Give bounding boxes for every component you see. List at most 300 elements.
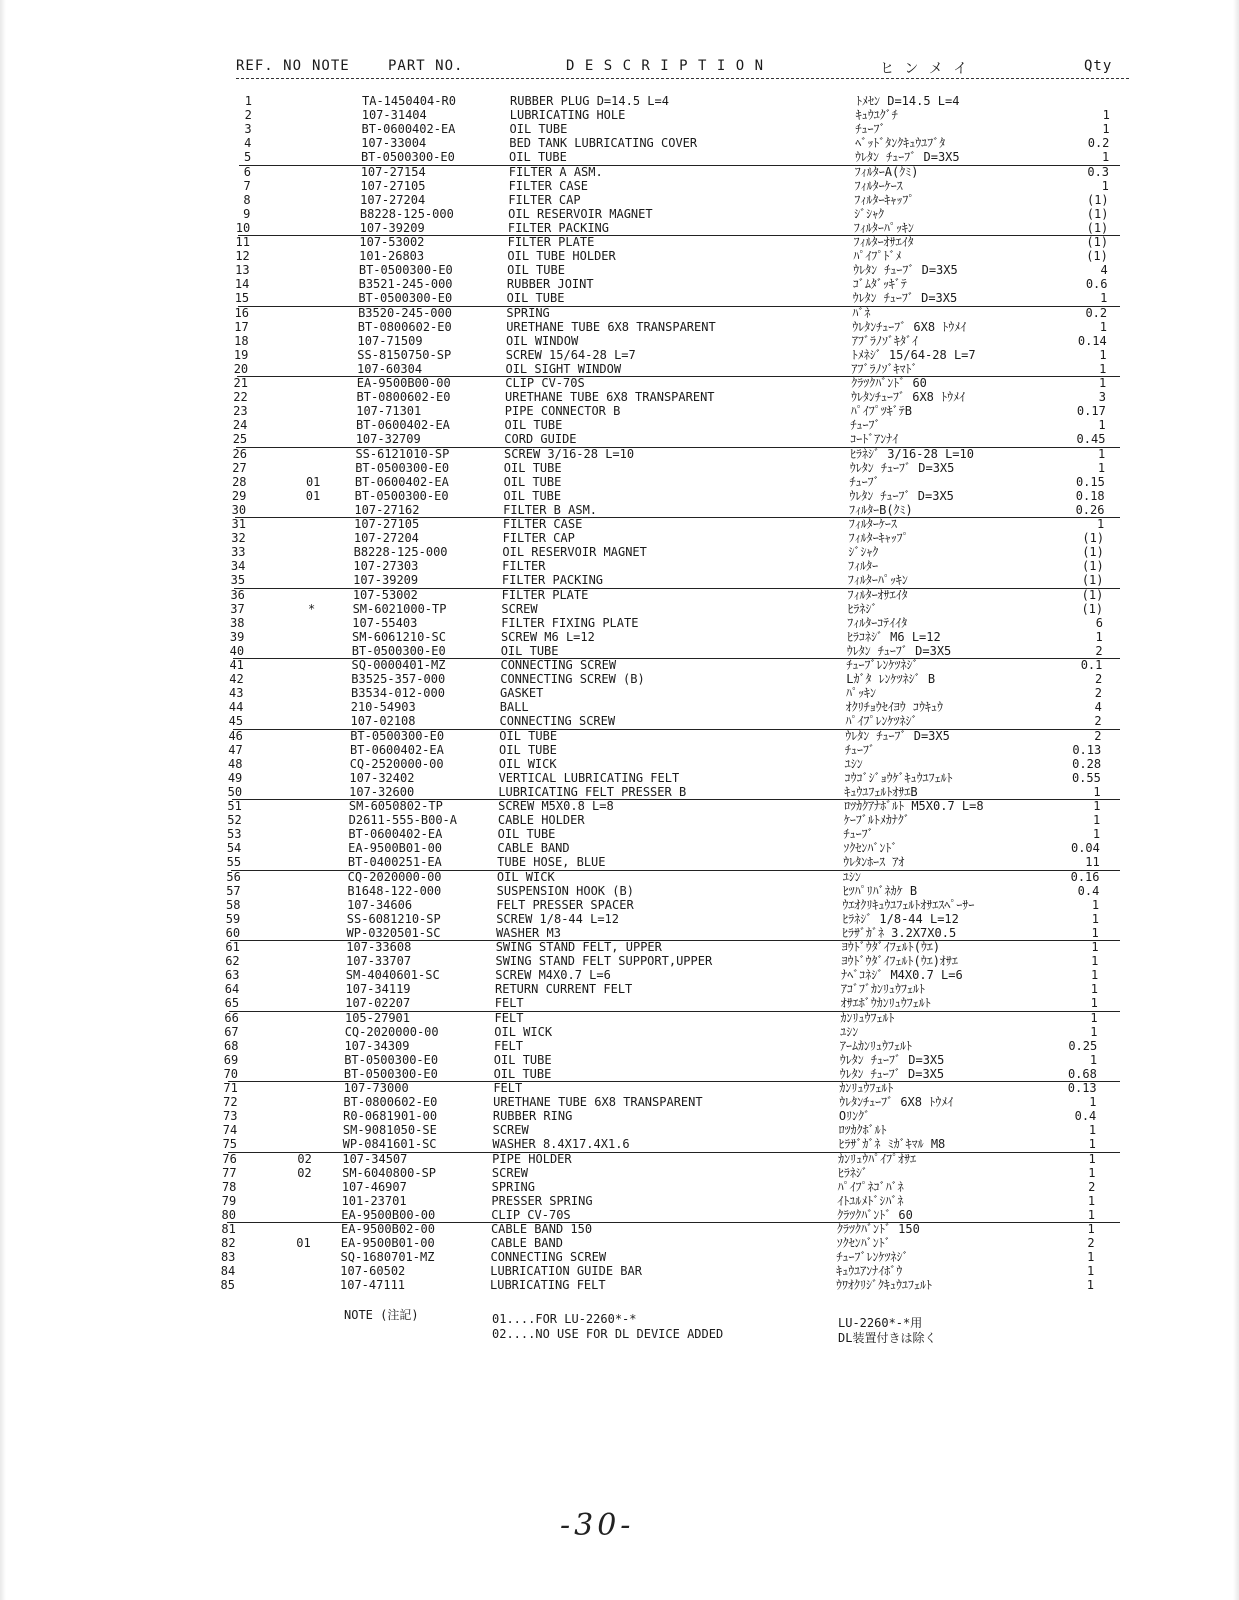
cell-description: URETHANE TUBE 6X8 TRANSPARENT — [493, 1095, 703, 1110]
cell-part-no: 107-27105 — [354, 517, 420, 531]
cell-part-no: CQ-2020000-00 — [344, 1024, 439, 1039]
group-separator — [229, 1011, 1120, 1012]
cell-part-no: 107-53002 — [359, 235, 425, 249]
cell-qty: 1 — [1088, 1151, 1096, 1166]
note-02-japanese: DL装置付きは除く — [838, 1331, 937, 1345]
cell-part-no: 107-27105 — [360, 178, 426, 193]
cell-part-no: BT-0600402-EA — [349, 742, 444, 757]
cell-qty: (1) — [1082, 531, 1105, 546]
cell-note: 01 — [305, 474, 321, 489]
cell-description: FILTER — [502, 559, 546, 574]
cell-part-no: EA-9500B01-00 — [340, 1236, 435, 1251]
cell-description: PRESSER SPRING — [491, 1193, 593, 1208]
cell-japanese-name: ｳﾚﾀﾝ ﾁｭｰﾌﾞ D=3X5 — [853, 263, 958, 278]
cell-ref-no: 35 — [230, 573, 246, 588]
cell-japanese-name: ｲﾄﾕﾙﾒﾄﾞｼﾊﾞﾈ — [837, 1193, 904, 1208]
cell-japanese-name: ﾌｨﾙﾀｰｵｻｴｲﾀ — [847, 587, 908, 602]
cell-description: CONNECTING SCREW — [499, 714, 616, 729]
cell-qty: 4 — [1094, 700, 1102, 715]
cell-qty: 6 — [1095, 615, 1103, 630]
cell-qty: 0.2 — [1085, 305, 1108, 320]
cell-ref-no: 77 — [222, 1165, 237, 1180]
cell-japanese-name: ｶﾝﾘｭｳﾌｪﾙﾄ — [840, 1010, 895, 1025]
note-01-english: 01....FOR LU-2260*-* — [492, 1312, 637, 1326]
cell-qty: 0.4 — [1074, 1109, 1097, 1124]
cell-japanese-name: ｳｴｵｸﾘｷｭｳﾕﾌｪﾙﾄｵｻｴｽﾍﾟｰｻｰ — [842, 897, 975, 912]
header-qty: Qty — [1084, 58, 1113, 74]
cell-description: SCREW M5X0.8 L=8 — [498, 799, 614, 813]
cell-qty: 0.18 — [1075, 488, 1105, 503]
cell-qty: 0.45 — [1076, 432, 1106, 447]
cell-ref-no: 64 — [224, 982, 240, 997]
cell-part-no: 105-27901 — [344, 1010, 410, 1025]
cell-description: BED TANK LUBRICATING COVER — [509, 136, 698, 151]
cell-ref-no: 53 — [227, 827, 242, 842]
cell-part-no: BT-0800602-E0 — [356, 390, 451, 405]
cell-part-no: SM-6061210-SC — [352, 629, 446, 644]
cell-japanese-name: ｼﾞｼｬｸ — [854, 206, 885, 221]
cell-ref-no: 19 — [233, 347, 249, 362]
cell-part-no: BT-0500300-E0 — [354, 488, 449, 503]
cell-description: OIL TUBE — [509, 150, 567, 165]
cell-description: LUBRICATING FELT PRESSER B — [498, 784, 687, 799]
cell-description: FILTER PACKING — [501, 573, 604, 588]
cell-qty: 1 — [1090, 1010, 1098, 1025]
cell-ref-no: 3 — [244, 122, 252, 137]
cell-qty: 1 — [1088, 1165, 1096, 1180]
cell-description: CABLE HOLDER — [497, 813, 585, 828]
group-separator — [239, 165, 1120, 166]
cell-description: RUBBER RING — [492, 1109, 573, 1124]
cell-part-no: 107-33004 — [361, 136, 427, 151]
cell-part-no: R0-0681901-00 — [343, 1109, 438, 1124]
cell-qty: 1 — [1101, 178, 1109, 193]
cell-part-no: 107-34309 — [344, 1038, 410, 1053]
cell-ref-no: 16 — [234, 305, 249, 320]
cell-japanese-name: ｱﾌﾞﾗﾉｿﾞｷﾀﾞｲ — [851, 333, 918, 348]
cell-description: CONNECTING SCREW — [500, 658, 617, 672]
cell-ref-no: 52 — [227, 813, 242, 828]
cell-ref-no: 60 — [225, 925, 241, 940]
cell-japanese-name: ﾋﾗﾈｼﾞ 3/16-28 L=10 — [850, 446, 974, 461]
cell-description: OIL WICK — [496, 869, 555, 884]
cell-description: OIL TUBE — [499, 728, 558, 743]
cell-description: WASHER M3 — [495, 925, 561, 940]
cell-ref-no: 20 — [233, 361, 249, 376]
cell-japanese-name: ｶﾝﾘｭｳﾊﾟｲﾌﾟｵｻｴ — [838, 1151, 917, 1166]
cell-description: SWING STAND FELT SUPPORT,UPPER — [495, 954, 713, 969]
cell-qty: 1 — [1086, 1264, 1095, 1279]
cell-japanese-name: ｸﾗﾂｸﾊﾞﾝﾄﾞ 150 — [836, 1222, 920, 1236]
cell-ref-no: 23 — [233, 404, 248, 419]
cell-japanese-name: ﾊﾟｲﾌﾟﾄﾞﾒ — [853, 249, 902, 264]
cell-ref-no: 43 — [229, 686, 244, 701]
cell-ref-no: 25 — [232, 432, 248, 447]
cell-part-no: B3534-012-000 — [351, 686, 445, 701]
cell-part-no: BT-0600402-EA — [355, 418, 450, 433]
cell-note: 01 — [305, 488, 321, 503]
header-underline — [236, 78, 1129, 79]
cell-ref-no: 41 — [229, 658, 244, 672]
cell-description: FILTER CASE — [502, 517, 583, 531]
cell-ref-no: 48 — [228, 756, 243, 771]
cell-qty: 0.13 — [1067, 1081, 1097, 1095]
cell-ref-no: 47 — [228, 742, 243, 757]
cell-ref-no: 65 — [224, 996, 240, 1011]
cell-description: OIL TUBE — [493, 1066, 552, 1081]
cell-ref-no: 5 — [243, 150, 252, 165]
group-separator — [233, 658, 1120, 659]
cell-japanese-name: ｷｭｳﾕｱﾝﾅｲﾎﾞｳ — [836, 1264, 903, 1279]
cell-ref-no: 4 — [244, 136, 252, 151]
cell-description: RETURN CURRENT FELT — [495, 982, 633, 997]
cell-part-no: BT-0600402-EA — [354, 474, 449, 489]
scan-edge-right — [1233, 0, 1239, 1600]
cell-japanese-name: ｷｭｳﾕﾌｪﾙﾄｵｻｴB — [844, 784, 918, 799]
cell-ref-no: 54 — [226, 841, 242, 856]
cell-qty: (1) — [1082, 545, 1104, 560]
cell-description: FILTER PACKING — [507, 220, 609, 235]
cell-japanese-name: ﾋﾗﾈｼﾞ 1/8-44 L=12 — [842, 911, 959, 926]
cell-ref-no: 42 — [229, 672, 244, 687]
cell-note: 02 — [297, 1165, 312, 1180]
cell-part-no: B3521-245-000 — [358, 277, 453, 292]
cell-japanese-name: ｳﾚﾀﾝﾁｭｰﾌﾞ 6X8 ﾄｳﾒｲ — [839, 1095, 954, 1110]
cell-qty: 1 — [1097, 517, 1105, 531]
cell-qty: 0.1 — [1080, 658, 1103, 672]
cell-qty: (1) — [1082, 559, 1104, 574]
cell-part-no: SS-6081210-SP — [346, 911, 441, 926]
cell-qty: 1 — [1102, 122, 1110, 137]
cell-part-no: CQ-2020000-00 — [347, 869, 442, 884]
cell-japanese-name: ｳﾚﾀﾝ ﾁｭｰﾌﾞ D=3X5 — [855, 150, 960, 165]
cell-part-no: 107-60502 — [340, 1264, 406, 1279]
cell-ref-no: 26 — [232, 446, 247, 461]
cell-japanese-name: ﾋﾗｺﾈｼﾞ M6 L=12 — [846, 629, 941, 644]
cell-qty: 2 — [1094, 672, 1103, 687]
group-separator — [238, 235, 1120, 236]
cell-description: LUBRICATING HOLE — [509, 108, 626, 123]
cell-qty: 1 — [1089, 1095, 1097, 1110]
cell-part-no: 107-39209 — [353, 573, 419, 588]
header-description: D E S C R I P T I O N — [566, 58, 765, 74]
cell-japanese-name: ﾌｨﾙﾀｰ — [848, 559, 879, 574]
cell-description: SPRING — [491, 1179, 536, 1194]
group-separator — [228, 1152, 1121, 1153]
cell-japanese-name: ｹｰﾌﾞﾙﾄﾒｶﾅｸﾞ — [843, 813, 910, 828]
cell-ref-no: 74 — [222, 1123, 238, 1138]
cell-ref-no: 22 — [233, 390, 248, 405]
cell-qty: 1 — [1090, 996, 1098, 1011]
cell-description: FILTER B ASM. — [503, 502, 598, 517]
group-separator — [234, 588, 1120, 589]
cell-note: 02 — [297, 1151, 312, 1166]
cell-japanese-name: ﾁｭｰﾌﾞﾚﾝｹﾂﾈｼﾞ — [846, 658, 919, 672]
cell-part-no: CQ-2520000-00 — [349, 756, 444, 771]
cell-part-no: 107-31404 — [361, 108, 427, 123]
note-02-english: 02....NO USE FOR DL DEVICE ADDED — [492, 1327, 724, 1341]
cell-description: FILTER CAP — [508, 192, 581, 207]
cell-ref-no: 28 — [232, 474, 247, 489]
cell-japanese-name: ｳﾚﾀﾝ ﾁｭｰﾌﾞ D=3X5 — [849, 488, 954, 503]
cell-japanese-name: ﾋﾗｻﾞｶﾞﾈ ﾐｶﾞｷﾏﾙ M8 — [838, 1137, 946, 1152]
cell-japanese-name: ｺﾞﾑﾀﾞｯｷﾞﾃ — [852, 277, 907, 292]
cell-qty: 0.68 — [1067, 1066, 1097, 1081]
cell-qty: 1 — [1090, 968, 1099, 983]
cell-qty: 1 — [1098, 418, 1106, 433]
cell-qty: 4 — [1100, 263, 1108, 278]
cell-qty: 1 — [1091, 940, 1099, 954]
cell-qty: 0.25 — [1068, 1038, 1098, 1053]
cell-ref-no: 31 — [231, 517, 246, 531]
cell-ref-no: 1 — [244, 94, 252, 108]
cell-description: SCREW — [492, 1123, 529, 1138]
cell-ref-no: 71 — [223, 1081, 238, 1095]
cell-qty: 2 — [1094, 714, 1102, 729]
cell-description: FILTER CAP — [502, 531, 575, 546]
cell-description: GASKET — [500, 686, 544, 701]
page-number: -30- — [560, 1508, 635, 1543]
cell-ref-no: 8 — [243, 192, 251, 207]
cell-japanese-name: ｳﾚﾀﾝ ﾁｭｰﾌﾞ D=3X5 — [849, 460, 955, 475]
cell-qty: 1 — [1087, 1207, 1095, 1222]
cell-qty: 2 — [1087, 1236, 1095, 1251]
cell-ref-no: 36 — [230, 587, 245, 602]
cell-japanese-name: ﾌｨﾙﾀｰｺﾃｲｲﾀ — [847, 615, 908, 630]
cell-qty: (1) — [1081, 601, 1104, 616]
cell-part-no: 107-32600 — [349, 784, 415, 799]
cell-description: OIL TUBE — [499, 742, 557, 757]
cell-japanese-name: ﾁｭｰﾌﾞ — [849, 474, 880, 489]
cell-part-no: SM-9081050-SE — [342, 1123, 437, 1138]
cell-qty: 0.3 — [1087, 164, 1110, 179]
cell-part-no: 107-33707 — [346, 954, 412, 969]
cell-japanese-name: ﾄﾒﾈｼﾞ 15/64-28 L=7 — [851, 347, 976, 362]
cell-japanese-name: ｳﾚﾀﾝﾁｭｰﾌﾞ 6X8 ﾄｳﾒｲ — [852, 319, 967, 334]
cell-description: CORD GUIDE — [504, 432, 577, 447]
cell-qty: 1 — [1093, 784, 1101, 799]
cell-qty: 1 — [1099, 319, 1107, 334]
cell-qty: 2 — [1088, 1179, 1096, 1194]
cell-qty: 1 — [1087, 1193, 1096, 1208]
cell-ref-no: 66 — [224, 1010, 239, 1025]
cell-qty: 1 — [1089, 1052, 1098, 1067]
cell-description: FILTER CASE — [508, 178, 589, 193]
cell-description: CABLE BAND 150 — [490, 1222, 593, 1236]
header-ref-no: REF. NO — [236, 58, 303, 74]
cell-qty: 0.04 — [1070, 841, 1100, 856]
cell-ref-no: 84 — [220, 1264, 236, 1279]
cell-part-no: 107-47111 — [340, 1278, 406, 1293]
cell-japanese-name: ｳﾚﾀﾝ ﾁｭｰﾌﾞ D=3X5 — [839, 1052, 945, 1067]
cell-description: OIL TUBE — [504, 418, 563, 433]
cell-ref-no: 11 — [235, 235, 250, 249]
cell-qty: 1 — [1100, 291, 1108, 306]
cell-japanese-name: ｼﾞｼｬｸ — [848, 545, 879, 560]
cell-japanese-name: ﾊﾟｲﾌﾟﾚﾝｹﾂﾈｼﾞ — [845, 714, 918, 729]
cell-japanese-name: ｳﾚﾀﾝﾎｰｽ ｱｵ — [843, 855, 905, 870]
note-01-japanese: LU-2260*-*用 — [838, 1316, 923, 1330]
cell-ref-no: 73 — [222, 1109, 238, 1124]
cell-japanese-name: ｵｻｴﾎﾞｳｶﾝﾘｭｳﾌｪﾙﾄ — [840, 996, 931, 1011]
cell-part-no: 107-27154 — [360, 164, 426, 179]
cell-note: 01 — [296, 1236, 311, 1251]
cell-qty: 1 — [1095, 629, 1103, 644]
cell-ref-no: 81 — [221, 1222, 236, 1236]
cell-japanese-name: ﾋﾗﾈｼﾞ — [847, 601, 878, 616]
cell-description: OIL TUBE — [497, 827, 556, 842]
cell-part-no: 107-34507 — [342, 1151, 408, 1166]
cell-ref-no: 62 — [225, 954, 240, 969]
cell-part-no: SM-6021000-TP — [352, 601, 447, 616]
cell-qty: 1 — [1091, 925, 1099, 940]
cell-qty: 1 — [1088, 1123, 1097, 1138]
cell-description: FILTER A ASM. — [508, 164, 603, 179]
cell-qty: 2 — [1095, 643, 1103, 658]
cell-part-no: B8228-125-000 — [359, 206, 454, 221]
cell-description: LUBRICATING FELT — [490, 1278, 606, 1293]
cell-qty: 1 — [1087, 1222, 1095, 1236]
group-separator — [232, 799, 1120, 800]
cell-qty: 0.28 — [1072, 756, 1102, 771]
cell-japanese-name: ﾊﾞﾈ — [852, 305, 871, 320]
cell-japanese-name: ﾖｳﾄﾞｳﾀﾞｲﾌｪﾙﾄ(ｳｴ)ｵｻｴ — [841, 954, 958, 969]
cell-ref-no: 68 — [223, 1038, 239, 1053]
cell-ref-no: 85 — [220, 1278, 235, 1293]
cell-qty: 1 — [1088, 1137, 1096, 1152]
cell-description: OIL TUBE — [493, 1052, 552, 1067]
cell-description: SWING STAND FELT, UPPER — [495, 940, 662, 954]
cell-ref-no: 32 — [231, 531, 246, 546]
cell-japanese-name: ｳﾚﾀﾝ ﾁｭｰﾌﾞ D=3X5 — [852, 291, 958, 306]
cell-ref-no: 17 — [234, 319, 249, 334]
cell-description: OIL TUBE — [506, 291, 565, 306]
cell-description: FELT PRESSER SPACER — [496, 897, 634, 912]
cell-description: CABLE BAND — [490, 1236, 563, 1251]
group-separator — [236, 447, 1120, 448]
cell-description: SCREW M6 L=12 — [500, 629, 595, 644]
cell-japanese-name: ｳﾚﾀﾝ ﾁｭｰﾌﾞ D=3X5 — [846, 643, 952, 658]
cell-japanese-name: ﾍﾞｯﾄﾞﾀﾝｸｷｭｳﾕﾌﾞﾀ — [855, 136, 946, 151]
cell-ref-no: 57 — [226, 883, 241, 898]
cell-japanese-name: ﾕｼﾝ — [844, 756, 863, 771]
cell-part-no: BT-0400251-EA — [347, 855, 442, 870]
cell-ref-no: 24 — [232, 418, 248, 433]
cell-part-no: 107-02108 — [350, 714, 416, 729]
cell-part-no: 107-33608 — [346, 940, 412, 954]
cell-japanese-name: ﾄﾒｾﾝ D=14.5 L=4 — [856, 94, 960, 108]
cell-part-no: SS-8150750-SP — [357, 347, 452, 362]
cell-qty: 0.2 — [1087, 136, 1110, 151]
cell-part-no: BT-0600402-EA — [348, 827, 443, 842]
cell-part-no: B1648-122-000 — [347, 883, 442, 898]
cell-qty: 1 — [1093, 799, 1101, 813]
cell-ref-no: 55 — [226, 855, 242, 870]
cell-ref-no: 76 — [222, 1151, 237, 1166]
cell-part-no: 107-34119 — [345, 982, 411, 997]
cell-part-no: SM-4040601-SC — [345, 968, 440, 983]
cell-description: CLIP CV-70S — [491, 1207, 571, 1222]
cell-qty: 2 — [1094, 728, 1102, 743]
cell-japanese-name: ﾁｭｰﾌﾞ — [845, 742, 876, 757]
cell-japanese-name: ﾌｨﾙﾀｰﾊﾟｯｷﾝ — [847, 573, 908, 588]
cell-japanese-name: ﾌｨﾙﾀｰA(ｸﾐ) — [854, 164, 919, 179]
cell-part-no: BT-0800602-E0 — [357, 319, 452, 334]
cell-qty: 0.16 — [1070, 869, 1100, 884]
cell-qty: 1 — [1090, 982, 1098, 997]
cell-description: VERTICAL LUBRICATING FELT — [498, 770, 680, 785]
cell-ref-no: 63 — [224, 968, 240, 983]
cell-ref-no: 12 — [235, 249, 250, 264]
cell-japanese-name: ｺｰﾄﾞｱﾝﾅｲ — [850, 432, 899, 447]
cell-part-no: SM-6050802-TP — [348, 799, 443, 813]
cell-qty: 1 — [1099, 361, 1107, 376]
cell-part-no: 107-60304 — [357, 361, 423, 376]
cell-qty: 11 — [1085, 855, 1100, 870]
cell-ref-no: 46 — [228, 728, 243, 743]
group-separator — [235, 517, 1120, 518]
cell-part-no: EA-9500B01-00 — [348, 841, 443, 856]
cell-ref-no: 6 — [243, 164, 251, 179]
cell-part-no: 107-71509 — [357, 333, 423, 348]
cell-japanese-name: ｱﾌﾞﾗﾉｿﾞｷﾏﾄﾞ — [851, 361, 918, 376]
cell-japanese-name: ﾛﾂｶｸｱﾅﾎﾞﾙﾄ M5X0.7 L=8 — [844, 799, 984, 813]
cell-japanese-name: ｳﾜｵｸﾘｼﾞｸｷｭｳﾕﾌｪﾙﾄ — [836, 1278, 933, 1293]
cell-description: URETHANE TUBE 6X8 TRANSPARENT — [505, 390, 715, 405]
cell-description: OIL SIGHT WINDOW — [505, 361, 622, 376]
cell-note: * — [307, 601, 316, 616]
cell-qty: (1) — [1081, 573, 1104, 588]
cell-japanese-name: ﾌｨﾙﾀｰｹｰｽ — [848, 517, 897, 531]
cell-ref-no: 18 — [234, 333, 249, 348]
cell-ref-no: 27 — [232, 460, 247, 475]
cell-ref-no: 78 — [221, 1179, 237, 1194]
cell-description: FILTER PLATE — [507, 235, 595, 249]
header-note: NOTE — [312, 58, 350, 74]
cell-part-no: 107-32402 — [349, 770, 415, 785]
cell-qty: 1 — [1090, 1024, 1098, 1039]
cell-ref-no: 37 — [230, 601, 245, 616]
group-separator — [231, 870, 1120, 871]
cell-ref-no: 56 — [226, 869, 241, 884]
cell-description: OIL RESERVOIR MAGNET — [508, 206, 653, 221]
cell-ref-no: 14 — [234, 277, 250, 292]
cell-japanese-name: ｱｰﾑｶﾝﾘｭｳﾌｪﾙﾄ — [840, 1038, 913, 1053]
cell-description: SCREW 1/8-44 L=12 — [496, 911, 620, 926]
cell-qty: 1 — [1093, 813, 1101, 828]
cell-qty: 1 — [1098, 446, 1106, 461]
cell-japanese-name: ﾁｭｰﾌﾞ — [843, 827, 874, 842]
cell-japanese-name: ｿｸｾﾝﾊﾞﾝﾄﾞ — [836, 1236, 891, 1251]
cell-ref-no: 21 — [233, 376, 248, 390]
cell-description: OIL TUBE HOLDER — [507, 249, 616, 264]
cell-description: CABLE BAND — [497, 841, 570, 856]
cell-part-no: 107-39209 — [359, 220, 425, 235]
cell-description: FELT — [493, 1081, 523, 1095]
cell-ref-no: 2 — [244, 108, 252, 123]
cell-description: SCREW — [491, 1165, 529, 1180]
cell-ref-no: 80 — [221, 1207, 236, 1222]
cell-ref-no: 38 — [230, 615, 245, 630]
cell-part-no: 107-32709 — [355, 432, 421, 447]
cell-part-no: 107-53002 — [352, 587, 418, 602]
cell-part-no: 107-34606 — [347, 897, 413, 912]
cell-japanese-name: ﾁｭｰﾌﾞ — [855, 122, 886, 137]
cell-japanese-name: ﾕｼﾝ — [840, 1024, 859, 1039]
cell-japanese-name: ﾊﾟｲﾌﾟﾂｷﾞﾃB — [850, 404, 912, 419]
cell-part-no: 101-26803 — [359, 249, 425, 264]
cell-ref-no: 10 — [235, 220, 251, 235]
